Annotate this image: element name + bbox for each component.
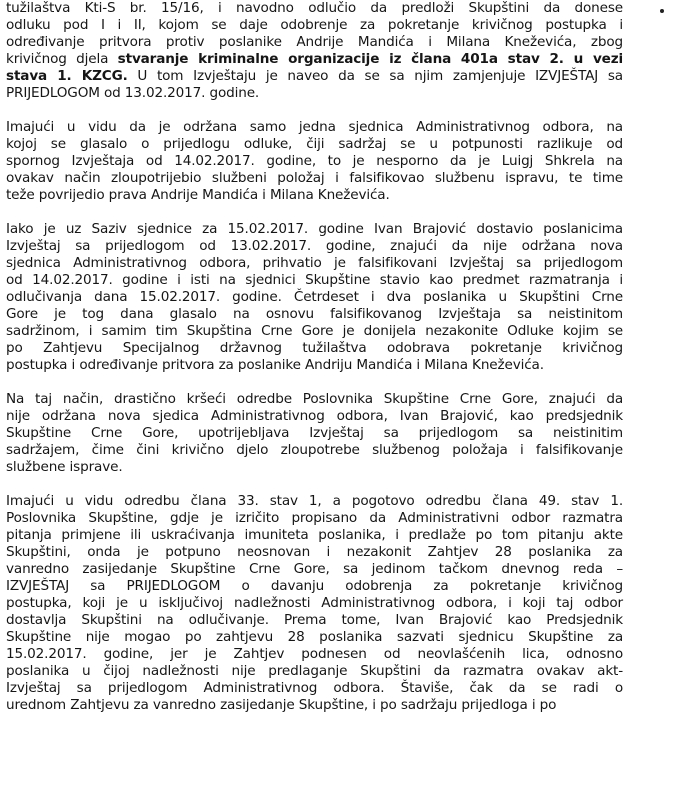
text-line	[6, 442, 623, 459]
text-segment: ovakav način zloupotrijebio službeni položaj i falsifikovao službenu ispravu, te time	[6, 170, 623, 186]
text-segment: postupka, koji je u isključivoj nadležnosti Administrativnog odbora, i koji taj odbor	[6, 595, 623, 611]
text-line	[6, 697, 623, 714]
text-segment: Iako je uz Saziv sjednice za 15.02.2017. godine Ivan Brajović dostavio poslanicima	[6, 221, 623, 237]
text-segment: kojoj se glasalo o prijedlogu odluke, čiji sadržaj se u potpunosti razlikuje od	[6, 136, 623, 152]
text-segment: tužilaštva Kti-S br. 15/16, i navodno odlučio da predloži Skupštini da donese	[6, 0, 623, 16]
paragraph	[6, 0, 623, 102]
margin-dot	[660, 9, 664, 13]
text-segment: vanredno zasijedanje Skupštine Crne Gore, sa jedinom tačkom dnevnog reda –	[6, 561, 623, 577]
text-line	[6, 323, 623, 340]
bold-text-segment: stava 1. KZCG.	[6, 68, 128, 84]
text-segment: urednom Zahtjevu za vanredno zasijedanje Skupštine, i po sadržaju prijedloga i po	[6, 697, 557, 713]
text-segment: Skupštine nije mogao po zahtjevu 28 poslanika sazvati sjednicu Skupštine za	[6, 629, 623, 645]
text-line	[6, 595, 623, 612]
text-line	[6, 51, 623, 68]
text-segment: po Zahtjevu Specijalnog državnog tužilaštva odobrava pokretanje krivičnog	[6, 340, 623, 356]
text-line	[6, 119, 623, 136]
text-line	[6, 153, 623, 170]
text-line	[6, 527, 623, 544]
text-segment: pitanja primjene ili uskraćivanja imuniteta poslanika, i predlaže po tom pitanju akte	[6, 527, 623, 543]
text-segment: Gore je tog dana glasalo na osnovu falsifikovanog Izvještaja sa neistinitom	[6, 306, 623, 322]
text-segment: postupka i određivanje pritvora za poslanike Andriju Mandića i Milana Kneževića.	[6, 357, 544, 373]
text-line	[6, 34, 623, 51]
text-line	[6, 289, 623, 306]
paragraph	[6, 493, 623, 714]
text-line	[6, 221, 623, 238]
document-body	[6, 0, 623, 731]
text-line	[6, 510, 623, 527]
text-line	[6, 646, 623, 663]
text-line	[6, 0, 623, 17]
text-segment: nije održana nova sjedica Administrativnog odbora, Ivan Brajović, kao predsjednik	[6, 408, 623, 424]
text-segment: Izvještaj sa prijedlogom Administrativnog odbora. Štaviše, čak da se radi o	[6, 680, 623, 696]
paragraph	[6, 119, 623, 204]
text-segment: Imajući u vidu odredbu člana 33. stav 1, a pogotovo odredbu člana 49. stav 1.	[6, 493, 623, 509]
text-line	[6, 17, 623, 34]
text-line	[6, 187, 623, 204]
text-segment: sadržajem, čime čini krivično djelo zloupotrebe službenog položaja i falsifikovanje	[6, 442, 623, 458]
text-line	[6, 680, 623, 697]
text-segment: IZVJEŠTAJ sa PRIJEDLOGOM o davanju odobrenja za pokretanje krivičnog	[6, 578, 623, 594]
text-line	[6, 136, 623, 153]
text-line	[6, 425, 623, 442]
text-segment: PRIJEDLOGOM od 13.02.2017. godine.	[6, 85, 260, 101]
text-segment: Izvještaj sa prijedlogom od 13.02.2017. godine, znajući da nije održana nova	[6, 238, 623, 254]
text-segment: određivanje pritvora protiv poslanike Andrije Mandića i Milana Kneževića, zbog	[6, 34, 623, 50]
paragraph	[6, 221, 623, 374]
text-segment: 15.02.2017. godine, jer je Zahtjev podnesen od neovlašćenih lica, odnosno	[6, 646, 623, 662]
paragraph	[6, 391, 623, 476]
text-line	[6, 357, 623, 374]
text-segment: teže povrijedio prava Andrije Mandića i Milana Kneževića.	[6, 187, 390, 203]
text-line	[6, 255, 623, 272]
text-segment: dostavlja Skupštini na odlučivanje. Prema tome, Ivan Brajović kao Predsjednik	[6, 612, 623, 628]
text-line	[6, 272, 623, 289]
text-segment: poslanika u čijoj nadležnosti nije predlaganje Skupštini da razmatra ovakav akt-	[6, 663, 623, 679]
text-line	[6, 612, 623, 629]
text-segment: Skupštini, onda je potpuno neosnovan i nezakonit Zahtjev 28 poslanika za	[6, 544, 623, 560]
text-segment: Imajući u vidu da je održana samo jedna sjednica Administrativnog odbora, na	[6, 119, 623, 135]
text-line	[6, 170, 623, 187]
text-line	[6, 544, 623, 561]
text-segment: krivičnog djela	[6, 51, 118, 67]
text-line	[6, 238, 623, 255]
text-segment: službene isprave.	[6, 459, 123, 475]
text-segment: sadržinom, i samim tim Skupština Crne Gore je donijela nezakonite Odluke kojim se	[6, 323, 623, 339]
text-segment: odluku pod I i II, kojom se daje odobrenje za pokretanje krivičnog postupka i	[6, 17, 623, 33]
text-line	[6, 306, 623, 323]
text-line	[6, 340, 623, 357]
text-segment: odlučivanja dana 15.02.2017. godine. Četrdeset i dva poslanika u Skupštini Crne	[6, 289, 623, 305]
text-line	[6, 561, 623, 578]
text-line	[6, 663, 623, 680]
text-line	[6, 629, 623, 646]
text-segment: spornog Izvještaja od 14.02.2017. godine, to je nesporno da je Luigj Shkrela na	[6, 153, 623, 169]
text-line	[6, 578, 623, 595]
bold-text-segment: stvaranje kriminalne organizacije iz člana 401a stav 2. u vezi	[117, 51, 624, 67]
text-line	[6, 85, 623, 102]
text-segment: Na taj način, drastično kršeći odredbe Poslovnika Skupštine Crne Gore, znajući da	[6, 391, 623, 407]
text-line	[6, 391, 623, 408]
text-segment: U tom Izvještaju je naveo da se sa njim zamjenjuje IZVJEŠTAJ sa	[127, 68, 623, 84]
text-segment: Skupštine Crne Gore, upotrijebljava Izvještaj sa prijedlogom sa neistinitim	[6, 425, 623, 441]
text-line	[6, 408, 623, 425]
text-segment: sjednica Administrativnog odbora, prihvatio je falsifikovani Izvještaj sa prijedlogom	[6, 255, 623, 271]
text-segment: Poslovnika Skupštine, gdje je izričito propisano da Administrativni odbor razmatra	[6, 510, 623, 526]
text-line	[6, 68, 623, 85]
text-segment: od 14.02.2017. godine i isti na sjednici Skupštine stavio kao predmet razmatranja i	[6, 272, 623, 288]
text-line	[6, 459, 623, 476]
text-line	[6, 493, 623, 510]
